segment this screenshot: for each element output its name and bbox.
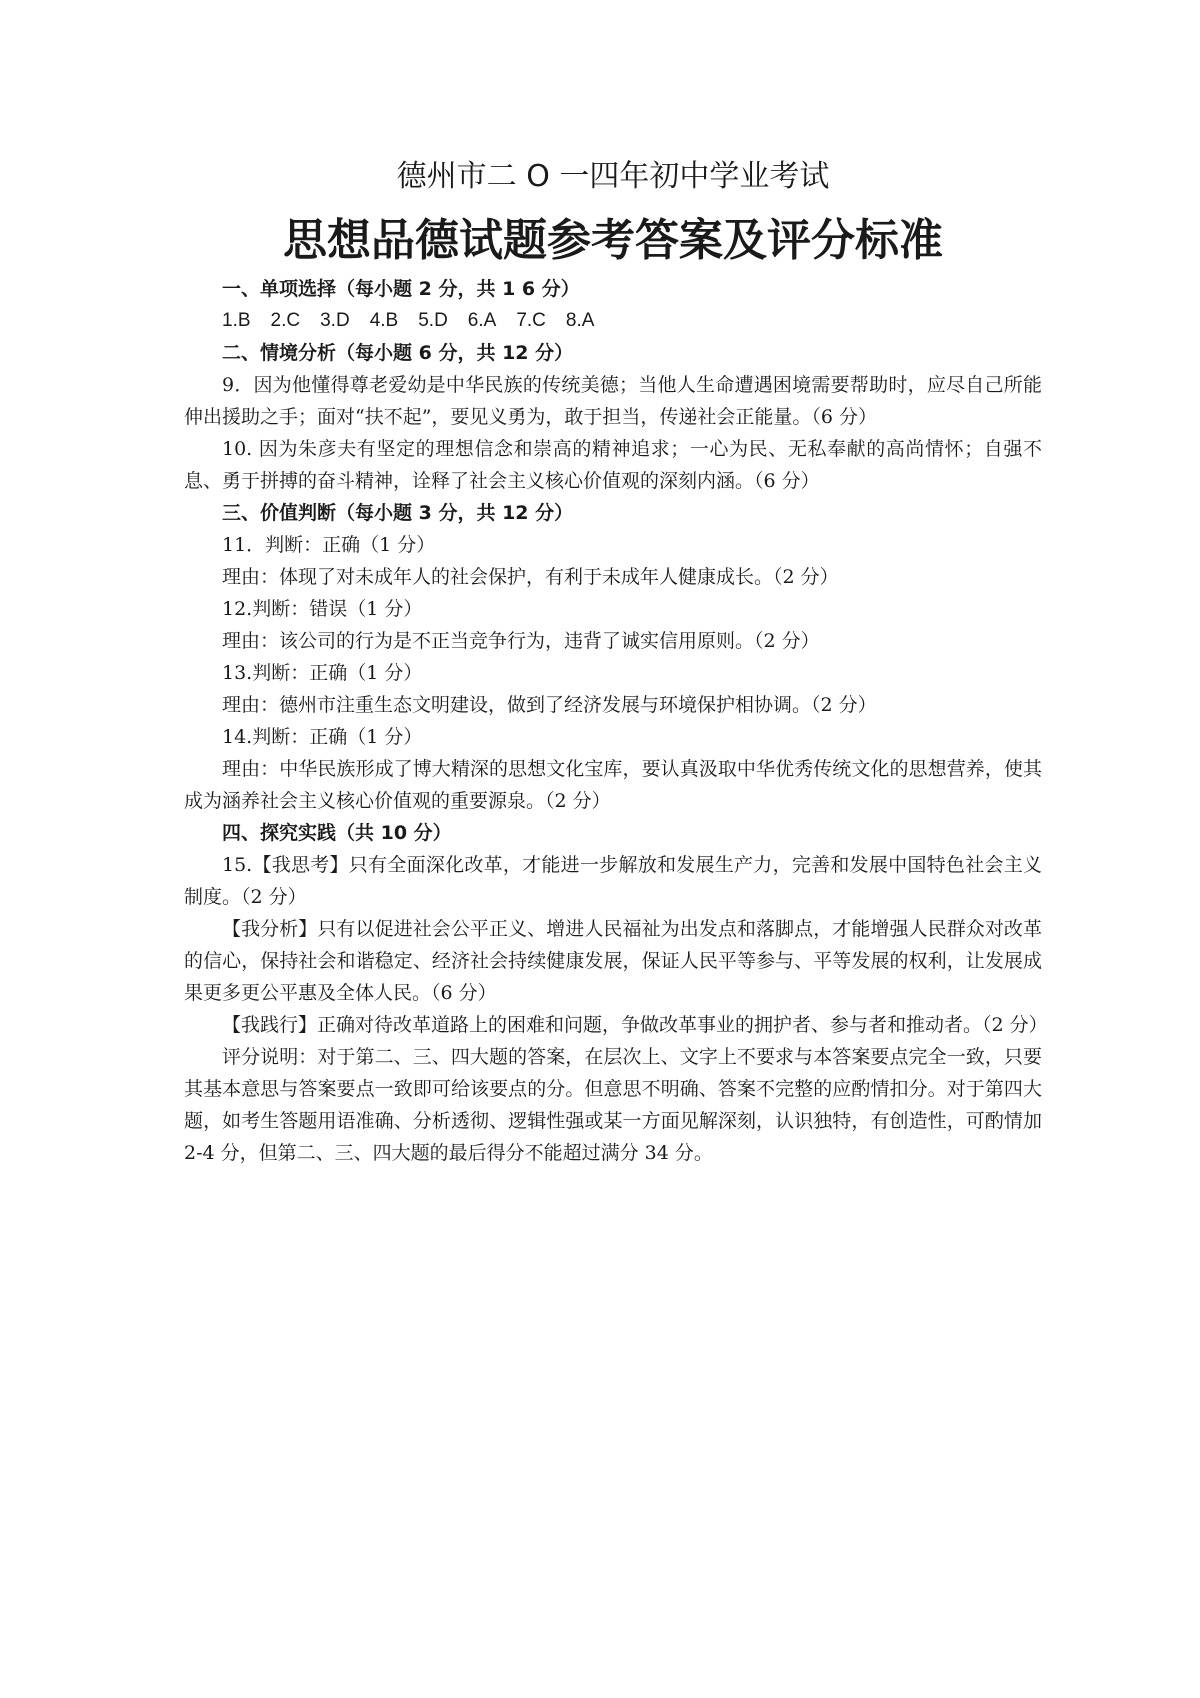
- answer-item: 4.B: [369, 310, 399, 331]
- answer-item: 7.C: [516, 310, 546, 331]
- answer-q13-judgment: 13.判断：正确（1 分）: [222, 662, 423, 684]
- answer-q9: 9．因为他懂得尊老爱幼是中华民族的传统美德；当他人生命遭遇困境需要帮助时，应尽自己所能伸出援助之手；面对“扶不起”，要见义勇为，敢于担当，传递社会正能量。（6 分）: [184, 374, 1042, 428]
- answer-item: 2.C: [270, 310, 301, 331]
- answer-item: 5.D: [418, 310, 448, 331]
- section-heading-3: 三、价值判断（每小题 3 分，共 12 分）: [222, 502, 574, 524]
- section-heading-2: 二、情境分析（每小题 6 分，共 12 分）: [222, 342, 574, 364]
- document-title: 思想品德试题参考答案及评分标准: [283, 215, 943, 266]
- answer-q11-judgment: 11．判断：正确（1 分）: [222, 534, 436, 556]
- section-heading-1: 一、单项选择（每小题 2 分，共 1 6 分）: [222, 278, 580, 300]
- answer-q14-judgment: 14.判断：正确（1 分）: [222, 726, 423, 748]
- answer-q11-reason: 理由：体现了对未成年人的社会保护，有利于未成年人健康成长。（2 分）: [222, 566, 839, 588]
- answer-q12-reason: 理由：该公司的行为是不正当竞争行为，违背了诚实信用原则。（2 分）: [222, 630, 820, 652]
- scoring-note: 评分说明：对于第二、三、四大题的答案，在层次上、文字上不要求与本答案要点完全一致，只要其基本意思与答案要点一致即可给该要点的分。但意思不明确、答案不完整的应酌情扣分。对于第四大题，如考生答题用语准确、分析透彻、逻辑性强或某一方面见解深刻，认识独特，有创造性，可酌情加 2-4 分，但第二、三、四大题的最后得分不能超过满分 34 分。: [184, 1046, 1042, 1164]
- section-heading-4: 四、探究实践（共 10 分）: [222, 822, 452, 844]
- document-body: [184, 273, 1048, 1169]
- answer-q15-analyze: 【我分析】只有以促进社会公平正义、增进人民福祉为出发点和落脚点，才能增强人民群众对改革的信心，保持社会和谐稳定、经济社会持续健康发展，保证人民平等参与、平等发展的权利，让发展成果更多更公平惠及全体人民。（6 分）: [184, 918, 1042, 1004]
- answer-item: 8.A: [565, 310, 595, 331]
- answer-q15-practice: 【我践行】正确对待改革道路上的困难和问题，争做改革事业的拥护者、参与者和推动者。（2 分）: [222, 1014, 1048, 1036]
- answer-q14-reason: 理由：中华民族形成了博大精深的思想文化宝库，要认真汲取中华优秀传统文化的思想营养，使其成为涵养社会主义核心价值观的重要源泉。（2 分）: [184, 758, 1042, 812]
- answer-q15-think: 15.【我思考】只有全面深化改革，才能进一步解放和发展生产力，完善和发展中国特色社会主义制度。（2 分）: [184, 854, 1042, 908]
- answer-item: 1.B: [222, 310, 251, 331]
- answer-q10: 10. 因为朱彦夫有坚定的理想信念和崇高的精神追求；一心为民、无私奉献的高尚情怀；自强不息、勇于拼搏的奋斗精神，诠释了社会主义核心价值观的深刻内涵。（6 分）: [184, 438, 1042, 492]
- answer-q12-judgment: 12.判断：错误（1 分）: [222, 598, 423, 620]
- exam-title: 德州市二 O 一四年初中学业考试: [396, 159, 830, 194]
- answer-q13-reason: 理由：德州市注重生态文明建设，做到了经济发展与环境保护相协调。（2 分）: [222, 694, 877, 716]
- answer-item: 3.D: [320, 310, 350, 331]
- multiple-choice-answers: [222, 305, 1042, 337]
- answer-item: 6.A: [467, 310, 497, 331]
